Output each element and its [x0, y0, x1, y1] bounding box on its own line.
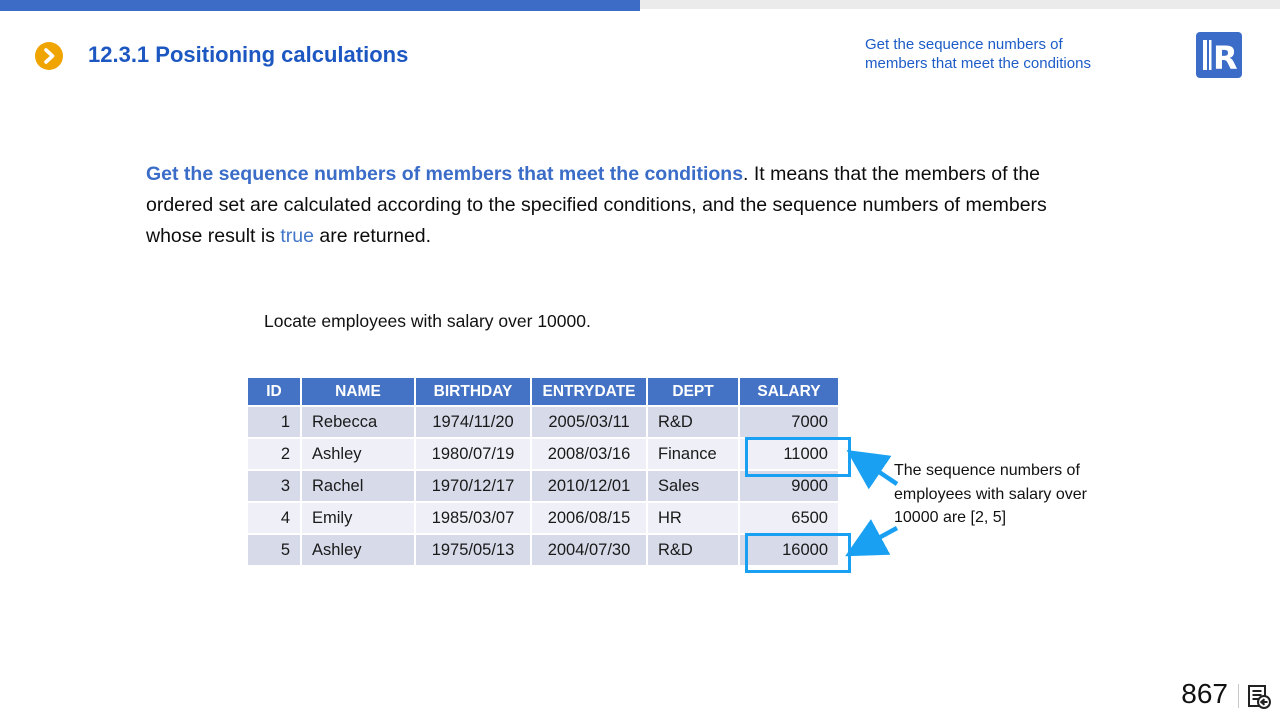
- page-number: 867: [1181, 678, 1228, 709]
- table-cell: 1975/05/13: [416, 535, 530, 565]
- table-cell: Ashley: [302, 439, 414, 469]
- table-cell: 5: [248, 535, 300, 565]
- example-caption: Locate employees with salary over 10000.: [264, 311, 591, 331]
- intro-keyword: true: [280, 224, 314, 247]
- table-cell: 6500: [740, 503, 838, 533]
- column-header-birthday: BIRTHDAY: [416, 378, 530, 405]
- table-cell: 2: [248, 439, 300, 469]
- header-subtitle: [865, 35, 1155, 73]
- page-title: 12.3.1 Positioning calculations: [88, 42, 409, 67]
- intro-body: . It means that the members of the ordered set are calculated according to the specified conditions, and the sequence numbers of members whose result is: [146, 162, 1047, 247]
- table-row: [248, 503, 838, 533]
- toc-return-icon[interactable]: [1246, 684, 1272, 710]
- intro-lead: Get the sequence numbers of members that meet the conditions: [146, 162, 744, 185]
- table-cell: Emily: [302, 503, 414, 533]
- table-cell: Ashley: [302, 535, 414, 565]
- table-cell: 2008/03/16: [532, 439, 646, 469]
- top-bar-gray: [640, 0, 1280, 9]
- chevron-right-icon: [35, 42, 63, 70]
- table-cell: 1980/07/19: [416, 439, 530, 469]
- arrow-to-salary-11000: [854, 455, 897, 484]
- table-cell: HR: [648, 503, 738, 533]
- column-header-name: NAME: [302, 378, 414, 405]
- table-cell: 1985/03/07: [416, 503, 530, 533]
- table-cell: Rebecca: [302, 407, 414, 437]
- table-header-row: [248, 378, 838, 405]
- column-header-entrydate: ENTRYDATE: [532, 378, 646, 405]
- highlight-box-salary-16000: [745, 533, 851, 573]
- table-cell: 4: [248, 503, 300, 533]
- table-cell: 2010/12/01: [532, 471, 646, 501]
- table-cell: 2005/03/11: [532, 407, 646, 437]
- result-annotation: The sequence numbers of employees with salary over 10000 are [2, 5]: [894, 462, 1087, 526]
- column-header-dept: DEPT: [648, 378, 738, 405]
- table-cell: 16000: [740, 535, 838, 565]
- svg-text:R: R: [1213, 39, 1238, 77]
- brand-logo: [1196, 32, 1242, 83]
- top-bar-blue: [0, 0, 640, 11]
- arrow-to-salary-16000: [853, 528, 897, 552]
- column-header-id: ID: [248, 378, 300, 405]
- table-cell: 1970/12/17: [416, 471, 530, 501]
- table-cell: 3: [248, 471, 300, 501]
- table-cell: Rachel: [302, 471, 414, 501]
- highlight-box-salary-11000: [745, 437, 851, 477]
- intro-paragraph: [146, 159, 1051, 252]
- table-cell: R&D: [648, 407, 738, 437]
- raqsoft-logo-icon: [1196, 32, 1242, 78]
- intro-tail: are returned.: [314, 224, 432, 247]
- table-cell: 2006/08/15: [532, 503, 646, 533]
- table-row: [248, 407, 838, 437]
- section-bullet: [35, 42, 63, 70]
- table-cell: 9000: [740, 471, 838, 501]
- table-cell: Sales: [648, 471, 738, 501]
- column-header-salary: SALARY: [740, 378, 838, 405]
- footer-divider: [1238, 684, 1239, 708]
- table-cell: R&D: [648, 535, 738, 565]
- table-cell: 1974/11/20: [416, 407, 530, 437]
- table-cell: Finance: [648, 439, 738, 469]
- table-cell: 2004/07/30: [532, 535, 646, 565]
- header-subtitle-line1: Get the sequence numbers of: [865, 36, 1063, 53]
- table-cell: 11000: [740, 439, 838, 469]
- table-cell: 1: [248, 407, 300, 437]
- table-cell: 7000: [740, 407, 838, 437]
- header-subtitle-line2: members that meet the conditions: [865, 55, 1091, 72]
